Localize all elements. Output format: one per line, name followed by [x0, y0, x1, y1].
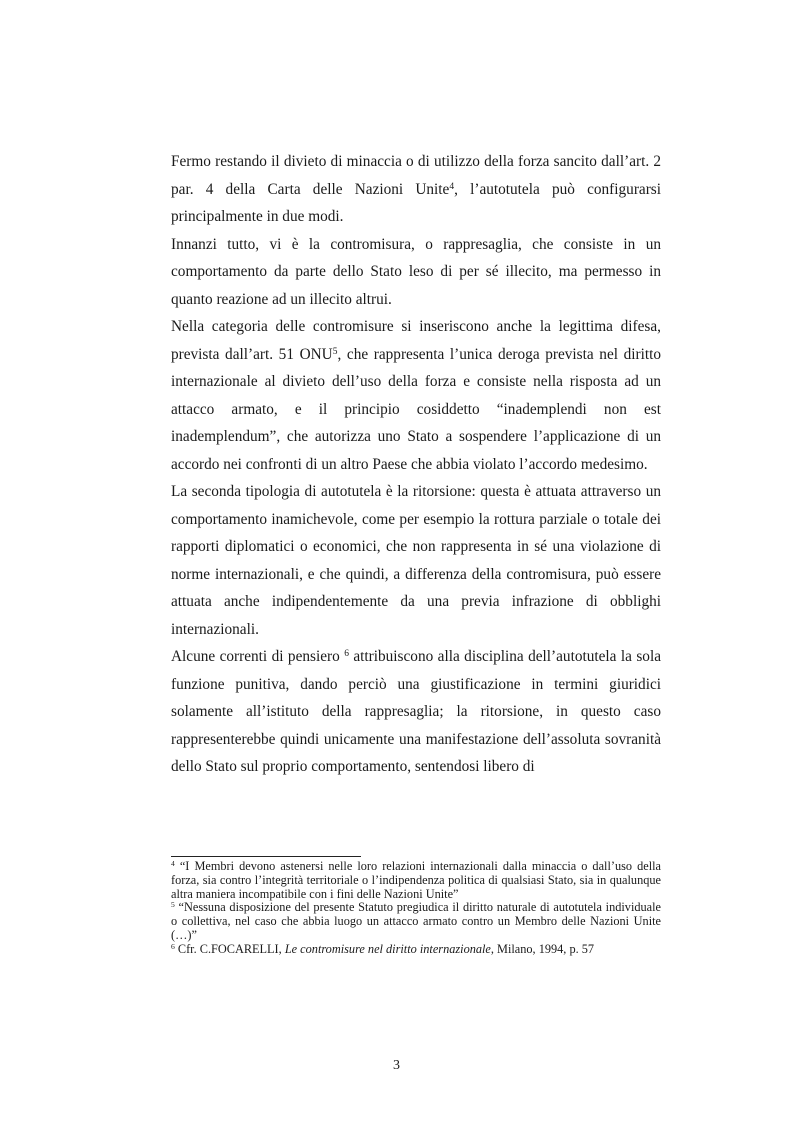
text-run: attribuiscono alla disciplina dell’autotutela la sola funzione punitiva, dando perciò una giustificazione in termini giuridici solamente all’istituto della rappresaglia; la ritorsione, in questo caso rappresenterebbe quindi unicamente una manifestazione dell’assoluta sovranità dello Stato sul proprio comportamento, sentendosi libero di	[171, 648, 661, 775]
paragraph	[171, 148, 661, 231]
footnote-separator	[171, 856, 361, 857]
footnote-ref: 5	[171, 900, 175, 910]
text-run: Cfr. C.FOCARELLI,	[174, 941, 285, 956]
text-run: “I Membri devono astenersi nelle loro relazioni internazionali dalla minaccia o dall’uso della forza, sia contro l’integrità territoriale o l’indipendenza politica di qualsiasi Stato, sia in qualunque altra maniera incompatibile con i fini delle Nazioni Unite”	[171, 859, 661, 901]
text-run: , che rappresenta l’unica deroga prevista nel diritto internazionale al divieto dell’uso della forza e consiste nella risposta ad un attacco armato, e il principio cosiddetto “inademplendi non est inademplendum”, che autorizza uno Stato a sospendere l’applicazione di un accordo nei confronti di un altro Paese che abbia violato l’accordo medesimo.	[171, 345, 661, 473]
body-text	[171, 148, 661, 781]
footnotes	[171, 860, 661, 957]
footnote	[171, 943, 661, 957]
italic-title: Le contromisure nel diritto internazionale	[284, 941, 491, 956]
paragraph	[171, 478, 661, 643]
footnote-ref: 5	[332, 346, 338, 357]
footnote-ref: 6	[171, 941, 175, 951]
footnote-ref: 6	[344, 648, 349, 659]
text-run: , l’autotutela può configurarsi principalmente in due modi.	[171, 180, 662, 225]
paragraph	[171, 313, 661, 478]
text-run: Nella categoria delle contromisure si inseriscono anche la legittima difesa, prevista dall’art. 51 ONU	[171, 318, 661, 363]
text-run: , Milano, 1994, p. 57	[490, 941, 595, 956]
footnote	[171, 860, 661, 901]
footnote	[171, 901, 661, 942]
text-run: Innanzi tutto, vi è la contromisura, o rappresaglia, che consiste in un comportamento da parte dello Stato leso di per sé illecito, ma permesso in quanto reazione ad un illecito altrui.	[171, 235, 661, 308]
footnote-ref: 4	[171, 858, 175, 868]
text-run: Fermo restando il divieto di minaccia o di utilizzo della forza sancito dall’art. 2 par. 4 della Carta delle Nazioni Unite	[171, 153, 661, 198]
text-run: “Nessuna disposizione del presente Statuto pregiudica il diritto naturale di autotutela individuale o collettiva, nel caso che abbia luogo un attacco armato contro un Membro delle Nazioni Unite (…)”	[171, 900, 661, 942]
page-number: 3	[393, 1058, 400, 1073]
text-run: Alcune correnti di pensiero	[171, 648, 345, 665]
text-run: La seconda tipologia di autotutela è la ritorsione: questa è attuata attraverso un comportamento inamichevole, come per esempio la rottura parziale o totale dei rapporti diplomatici o economici, che non rappresenta in sé una violazione di norme internazionali, e che quindi, a differenza della contromisura, può essere attuata anche indipendentemente da una previa infrazione di obblighi internazionali.	[171, 483, 661, 638]
paragraph	[171, 231, 661, 314]
footnote-ref: 4	[449, 181, 455, 192]
paragraph	[171, 643, 661, 781]
